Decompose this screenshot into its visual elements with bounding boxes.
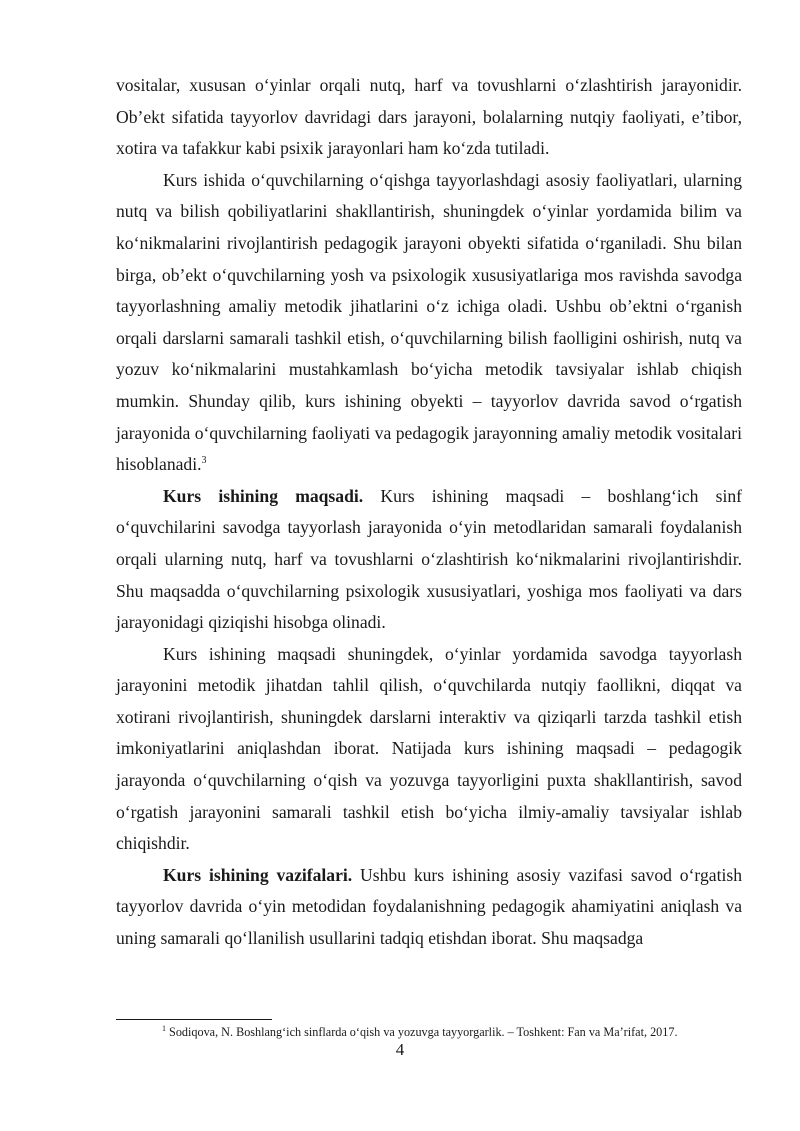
paragraph-continuation: vositalar, xususan o‘yinlar orqali nutq, harf va tovushlarni o‘zlashtirish jarayonidir. Ob’ekt sifatida tayyorlov davridagi dars jarayoni, bolalarning nutqiy faoliyati, e’tibor, xotira va tafakkur kabi psixik jarayonlari ham ko‘zda tutiladi. — [116, 75, 742, 159]
footnote-marker: 1 — [162, 1023, 166, 1033]
paragraph-object-text: Kurs ishida o‘quvchilarning o‘qishga tayyorlashdagi asosiy faoliyatlari, ularning nutq va bilish qobiliyatlarini shakllantirish, shuningdek o‘yinlar yordamida bilim va ko‘nikmalarini rivojlantirish pedagogik jarayoni obyekti sifatida o‘rganiladi. Shu bilan birga, ob’ekt o‘quvchilarning yosh va psixologik xususiyatlariga mos ravishda savodga tayyorlashning amaliy metodik jihatlarini o‘z ichiga oladi. Ushbu ob’ektni o‘rganish orqali darslarni samarali tashkil etish, o‘quvchilarning bilish faolligini oshirish, nutq va yozuv ko‘nikmalarini mustahkamlash bo‘yicha metodik tavsiyalar ishlab chiqish mumkin. Shunday qilib, kurs ishining obyekti – tayyorlov davrida savod o‘rgatish jarayonida o‘quvchilarning faoliyati va pedagogik jarayonning amaliy metodik vositalari hisoblanadi. — [116, 169, 742, 475]
page-number: 4 — [395, 1040, 405, 1059]
body-text — [116, 70, 742, 955]
footnote-text: Sodiqova, N. Boshlang‘ich sinflarda o‘qish va yozuvga tayyorgarlik. – Toshkent: Fan va Ma’rifat, 2017. — [166, 1025, 678, 1039]
paragraph-goal — [116, 481, 742, 639]
paragraph-goal-text: Kurs ishining maqsadi – boshlang‘ich sinf o‘quvchilarini savodga tayyorlash jarayonida o‘yin metodlaridan samarali foydalanish orqali ularning nutq, harf va tovushlarni o‘zlashtirish ko‘nikmalarini rivojlantirishdir. Shu maqsadda o‘quvchilarning psixologik xususiyatlari, yoshiga mos faoliyati va dars jarayonidagi qiziqishi hisobga olinadi. — [116, 485, 742, 633]
footnote-separator — [116, 1019, 272, 1020]
paragraph-object — [116, 165, 742, 481]
paragraph-goal-continued: Kurs ishining maqsadi shuningdek, o‘yinlar yordamida savodga tayyorlash jarayonini metodik jihatdan tahlil qilish, o‘quvchilarda nutqiy faollikni, diqqat va xotirani rivojlantirish, shuningdek darslarni interaktiv va qiziqarli tarzda tashkil etish imkoniyatlarini aniqlashdan iborat. Natijada kurs ishining maqsadi – pedagogik jarayonda o‘quvchilarning o‘qish va yozuvga tayyorligini puxta shakllantirish, savod o‘rgatish jarayonini samarali tashkil etish bo‘yicha ilmiy-amaliy tavsiyalar ishlab chiqishdir. — [116, 643, 742, 854]
footnote-reference: 3 — [201, 455, 207, 467]
goal-heading: Kurs ishining maqsadi. — [163, 485, 364, 506]
tasks-heading: Kurs ishining vazifalari. — [163, 864, 353, 885]
paragraph-tasks — [116, 860, 742, 955]
paragraph-tasks-text: Ushbu kurs ishining asosiy vazifasi savod o‘rgatish tayyorlov davrida o‘yin metodidan foydalanishning pedagogik ahamiyatini aniqlash va uning samarali qo‘llanilish usullarini tadqiq etishdan iborat. Shu maqsadga — [116, 864, 742, 949]
footnote — [162, 1024, 762, 1040]
